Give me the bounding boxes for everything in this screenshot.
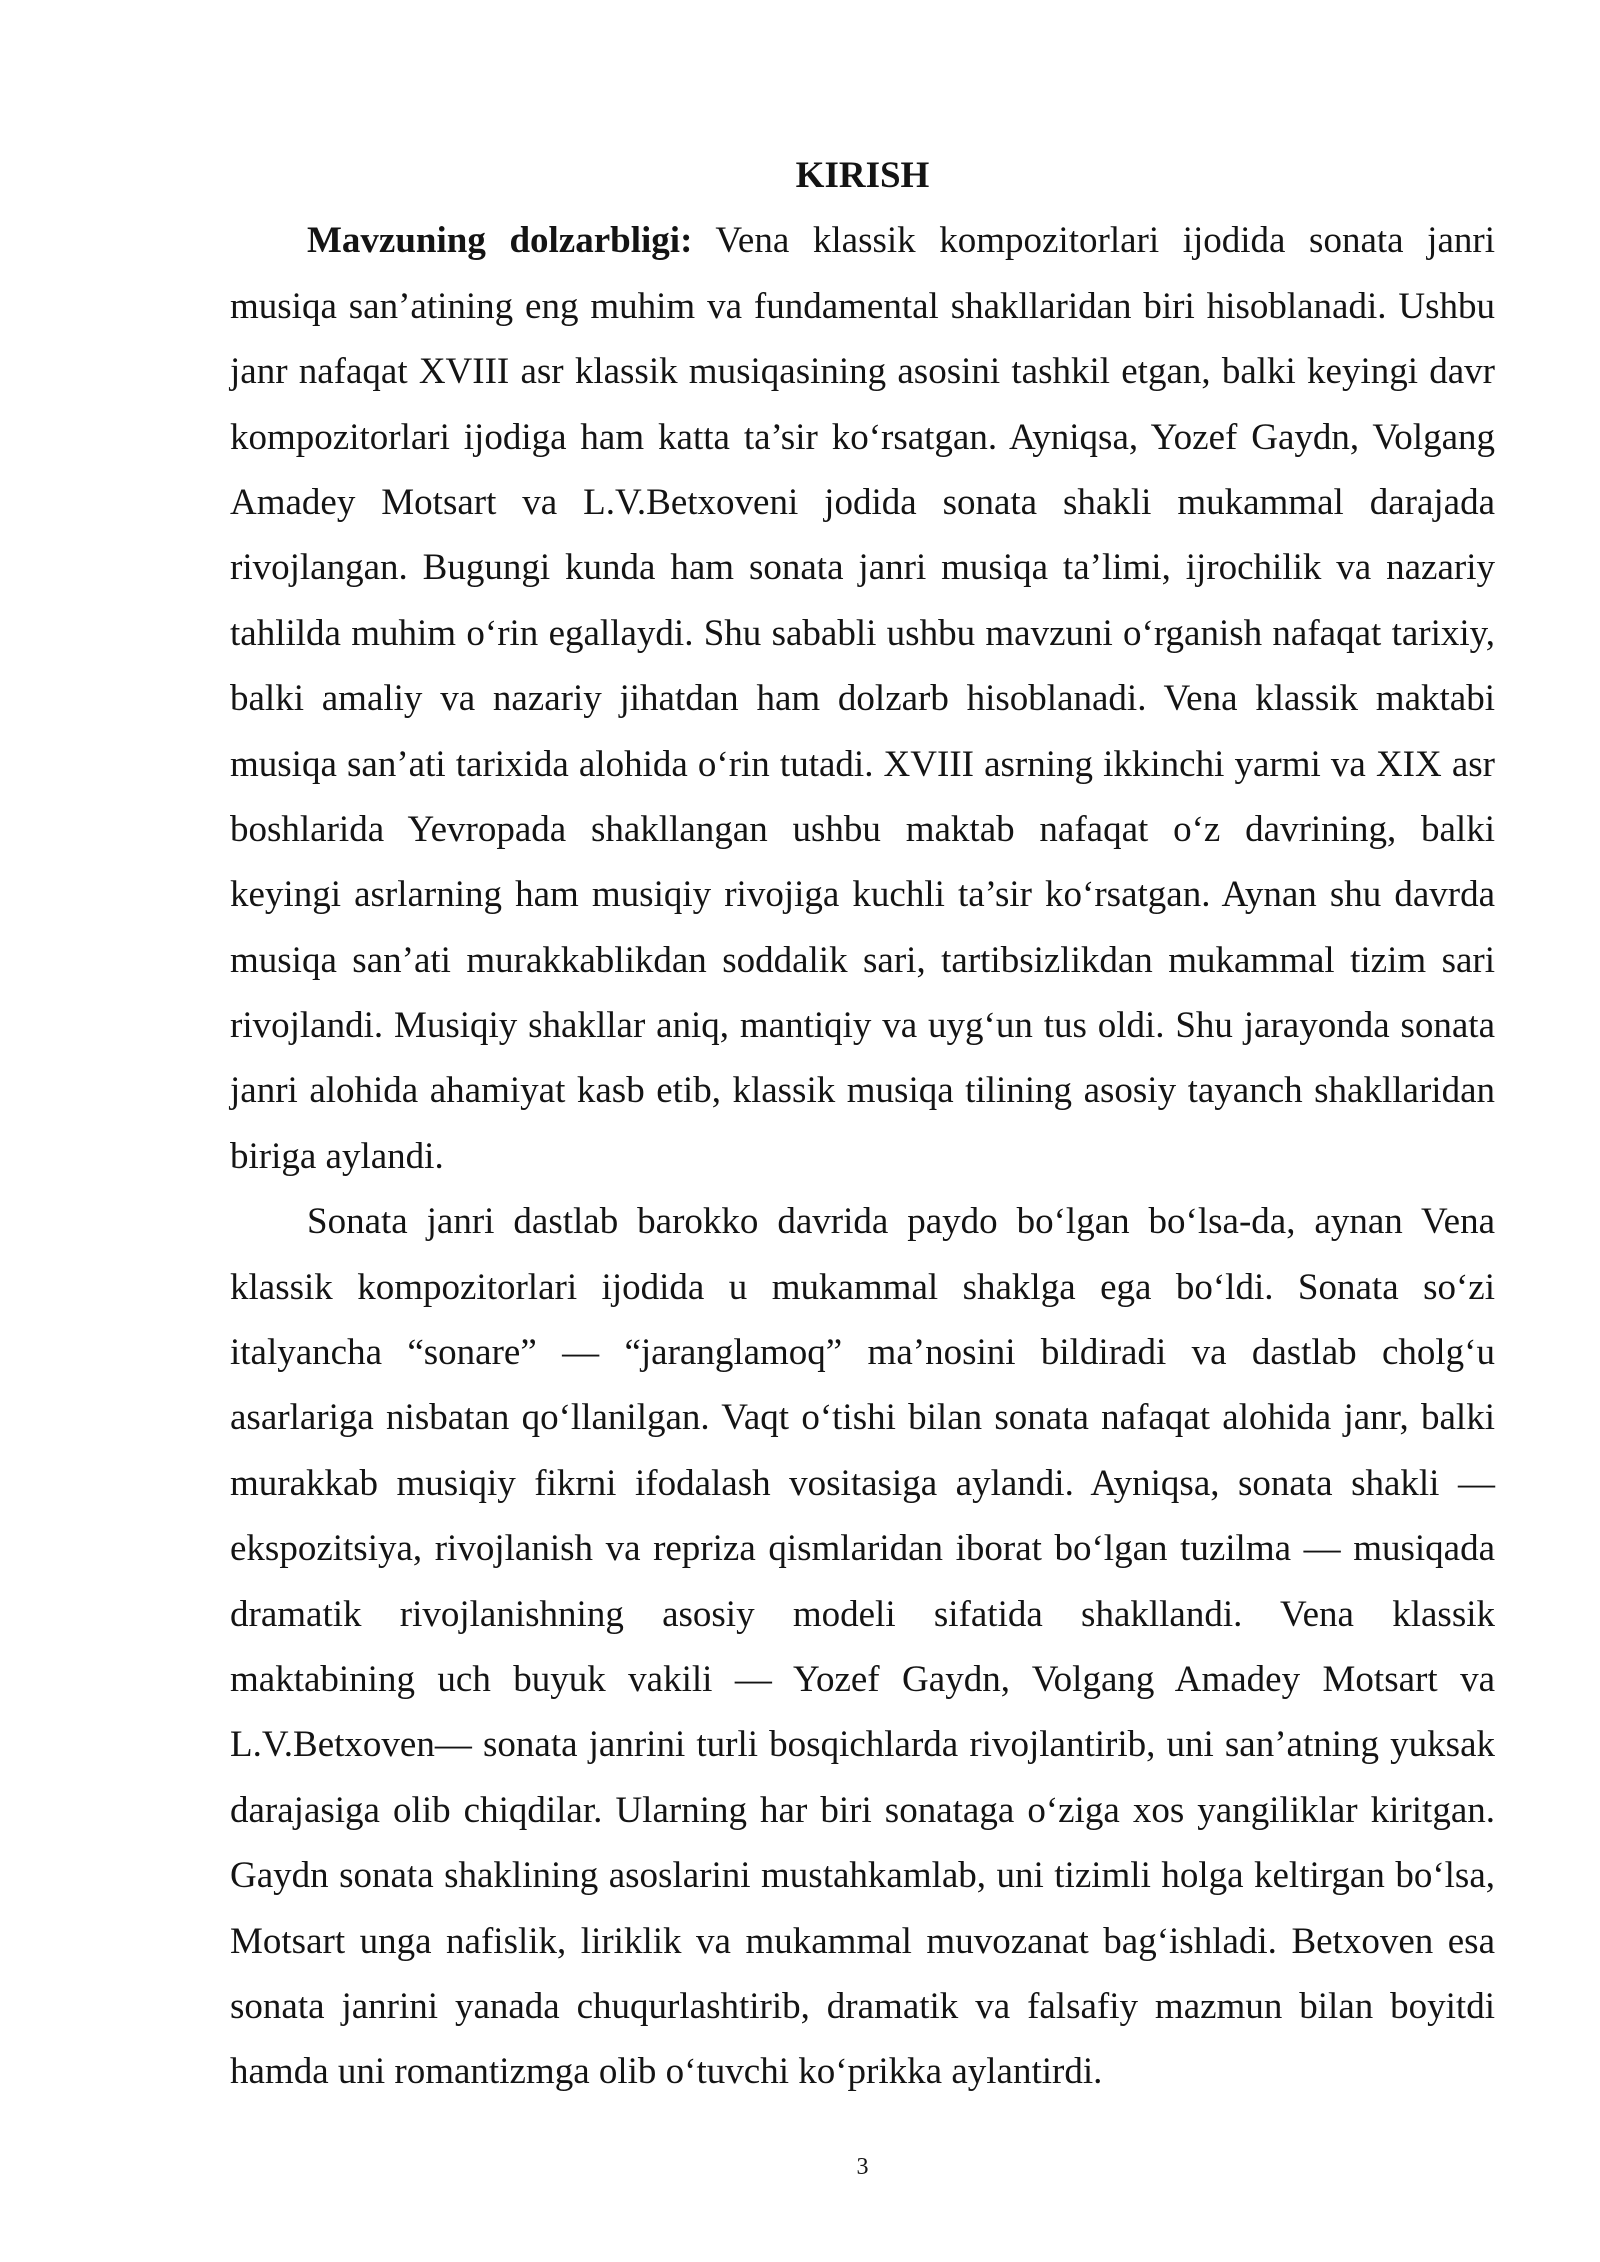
text-line: keyingi asrlarning ham musiqiy rivojiga kuchli ta’sir ko‘rsatgan. Aynan shu davrda: [230, 874, 1495, 916]
text-line: maktabining uch buyuk vakili — Yozef Gaydn, Volgang Amadey Motsart va: [230, 1658, 1495, 1700]
text-line: Sonata janri dastlab barokko davrida paydo bo‘lgan bo‘lsa-da, aynan Vena: [307, 1201, 1495, 1243]
text-line: musiqa san’ati murakkablikdan soddalik sari, tartibsizlikdan mukammal tizim sari: [230, 939, 1495, 981]
text-line: kompozitorlari ijodiga ham katta ta’sir ko‘rsatgan. Ayniqsa, Yozef Gaydn, Volgang: [230, 416, 1495, 458]
text-line: janr nafaqat XVIII asr klassik musiqasining asosini tashkil etgan, balki keyingi davr: [230, 351, 1495, 393]
text-line: musiqa san’atining eng muhim va fundamental shakllaridan biri hisoblanadi. Ushbu: [230, 285, 1495, 327]
text-line: sonata janrini yanada chuqurlashtirib, dramatik va falsafiy mazmun bilan boyitdi: [230, 1985, 1495, 2027]
text-line: Gaydn sonata shaklining asoslarini mustahkamlab, uni tizimli holga keltirgan bo‘lsa,: [230, 1855, 1495, 1897]
text-line: Amadey Motsart va L.V.Betxoveni jodida sonata shakli mukammal darajada: [230, 481, 1495, 523]
text-line: boshlarida Yevropada shakllangan ushbu maktab nafaqat o‘z davrining, balki: [230, 808, 1495, 850]
text-line: darajasiga olib chiqdilar. Ularning har biri sonataga o‘ziga xos yangiliklar kiritgan.: [230, 1789, 1495, 1831]
text-line: musiqa san’ati tarixida alohida o‘rin tutadi. XVIII asrning ikkinchi yarmi va XIX asr: [230, 743, 1495, 785]
text-line: Motsart unga nafislik, liriklik va mukammal muvozanat bag‘ishladi. Betxoven esa: [230, 1920, 1495, 1962]
text-line: klassik kompozitorlari ijodida u mukammal shaklga ega bo‘ldi. Sonata so‘zi: [230, 1266, 1495, 1308]
text-line: ekspozitsiya, rivojlanish va repriza qismlaridan iborat bo‘lgan tuzilma — musiqada: [230, 1528, 1495, 1570]
text-line: murakkab musiqiy fikrni ifodalash vositasiga aylandi. Ayniqsa, sonata shakli —: [230, 1462, 1495, 1504]
text-line-rest: Vena klassik kompozitorlari ijodida sonata janri: [715, 220, 1495, 262]
page-body: [230, 143, 1495, 2105]
page-number: 3: [856, 2154, 869, 2180]
text-line: rivojlandi. Musiqiy shakllar aniq, mantiqiy va uyg‘un tus oldi. Shu jarayonda sonata: [230, 1005, 1495, 1047]
text-line: balki amaliy va nazariy jihatdan ham dolzarb hisoblanadi. Vena klassik maktabi: [230, 678, 1495, 720]
text-line: tahlilda muhim o‘rin egallaydi. Shu sababli ushbu mavzuni o‘rganish nafaqat tarixiy,: [230, 612, 1495, 654]
text-line: dramatik rivojlanishning asosiy modeli sifatida shakllandi. Vena klassik: [230, 1593, 1495, 1635]
text-line: L.V.Betxoven— sonata janrini turli bosqichlarda rivojlantirib, uni san’atning yuksak: [230, 1724, 1495, 1766]
text-line: italyancha “sonare” — “jaranglamoq” ma’nosini bildiradi va dastlab cholg‘u: [230, 1332, 1495, 1374]
text-line: asarlariga nisbatan qo‘llanilgan. Vaqt o‘tishi bilan sonata nafaqat alohida janr, balki: [230, 1397, 1495, 1439]
paragraph-lead: Mavzuning dolzarbligi:: [307, 220, 693, 262]
text-line: janri alohida ahamiyat kasb etib, klassik musiqa tilining asosiy tayanch shakllaridan: [230, 1070, 1495, 1112]
text-line: biriga aylandi.: [230, 1135, 444, 1177]
text-line: hamda uni romantizmga olib o‘tuvchi ko‘prikka aylantirdi.: [230, 2051, 1103, 2093]
page-title: KIRISH: [795, 155, 930, 196]
paragraph-sonata-history: [230, 1189, 1495, 2104]
text-line: rivojlangan. Bugungi kunda ham sonata janri musiqa ta’limi, ijrochilik va nazariy: [230, 547, 1495, 589]
paragraph-relevance: [230, 208, 1495, 1189]
text-line: [230, 208, 1495, 273]
